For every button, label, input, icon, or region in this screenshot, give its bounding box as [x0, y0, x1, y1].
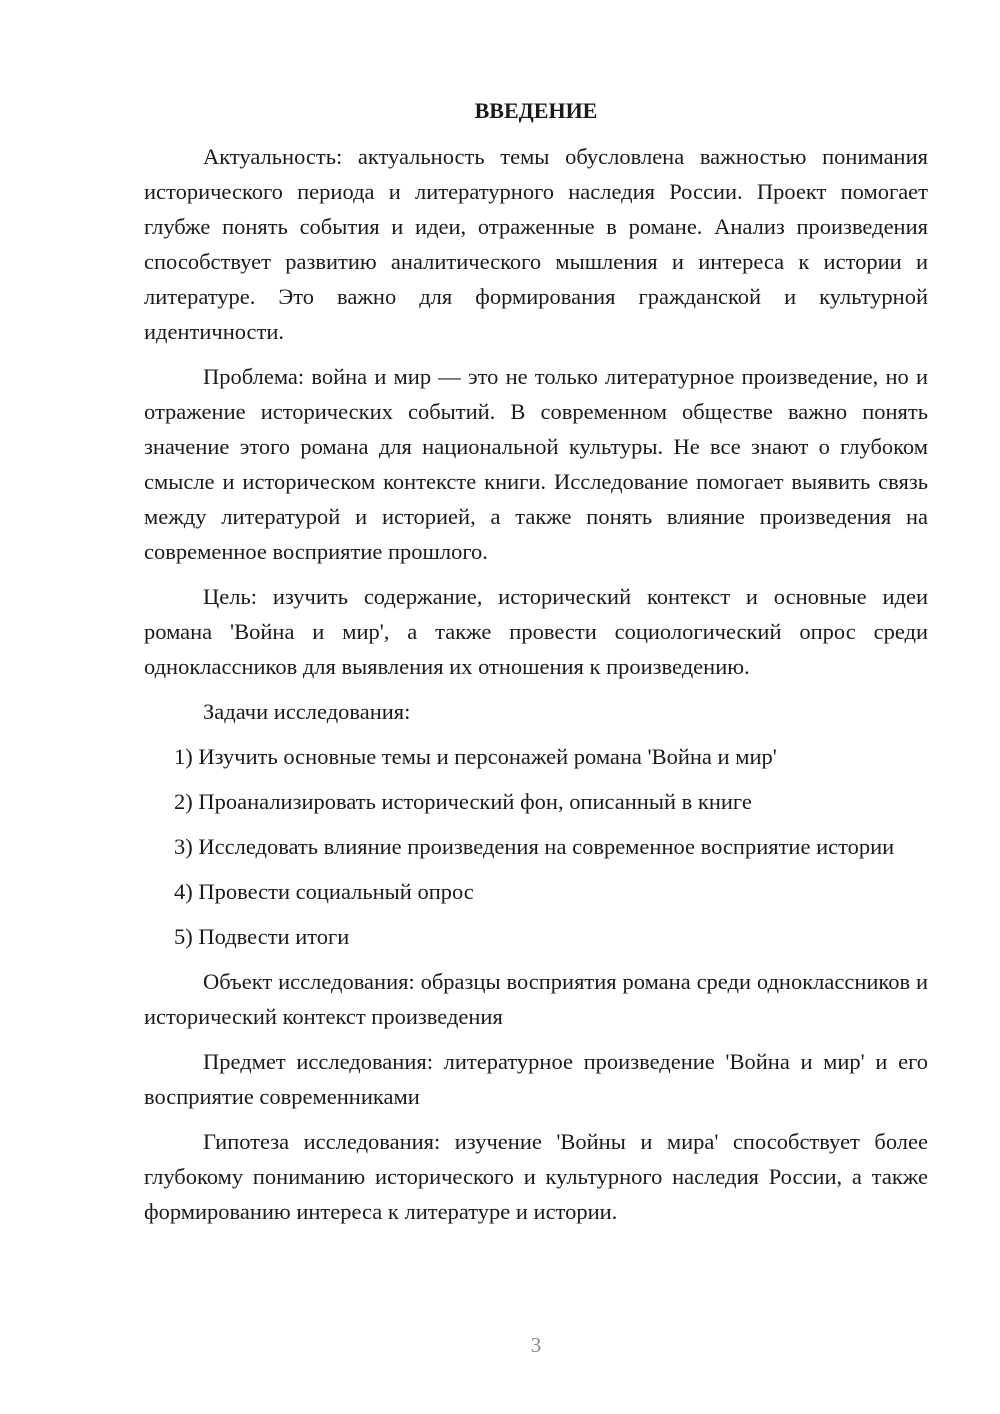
- object-paragraph: Объект исследования: образцы восприятия романа среди одноклассников и исторический контекст произведения: [144, 969, 928, 1029]
- section-heading: ВВЕДЕНИЕ: [474, 98, 598, 123]
- tasks-title: Задачи исследования:: [203, 699, 411, 724]
- problem-paragraph: Проблема: война и мир — это не только литературное произведение, но и отражение исторических событий. В современном обществе важно понять значение этого романа для национальной культуры. Не все знают о глубоком смысле и историческом контексте книги. Исследование помогает выявить связь между литературой и историей, а также понять влияние произведения на современное восприятие прошлого.: [144, 364, 928, 564]
- subject-paragraph: Предмет исследования: литературное произведение 'Война и мир' и его восприятие современниками: [144, 1049, 928, 1109]
- task-item-3: 3) Исследовать влияние произведения на современное восприятие истории: [174, 834, 895, 859]
- task-item-2: 2) Проанализировать исторический фон, описанный в книге: [174, 789, 752, 814]
- goal-paragraph: Цель: изучить содержание, исторический контекст и основные идеи романа 'Война и мир', а также провести социологический опрос среди одноклассников для выявления их отношения к произведению.: [144, 584, 928, 679]
- document-page: [144, 95, 928, 1239]
- hypothesis-paragraph: Гипотеза исследования: изучение 'Войны и мира' способствует более глубокому пониманию исторического и культурного наследия России, а также формированию интереса к литературе и истории.: [144, 1129, 928, 1224]
- task-item-1: 1) Изучить основные темы и персонажей романа 'Война и мир': [174, 744, 777, 769]
- page-number: 3: [530, 1333, 542, 1357]
- task-item-5: 5) Подвести итоги: [174, 924, 350, 949]
- task-item-4: 4) Провести социальный опрос: [174, 879, 474, 904]
- relevance-paragraph: Актуальность: актуальность темы обусловлена важностью понимания исторического периода и литературного наследия России. Проект помогает глубже понять события и идеи, отраженные в романе. Анализ произведения способствует развитию аналитического мышления и интереса к истории и литературе. Это важно для формирования гражданской и культурной идентичности.: [144, 144, 928, 344]
